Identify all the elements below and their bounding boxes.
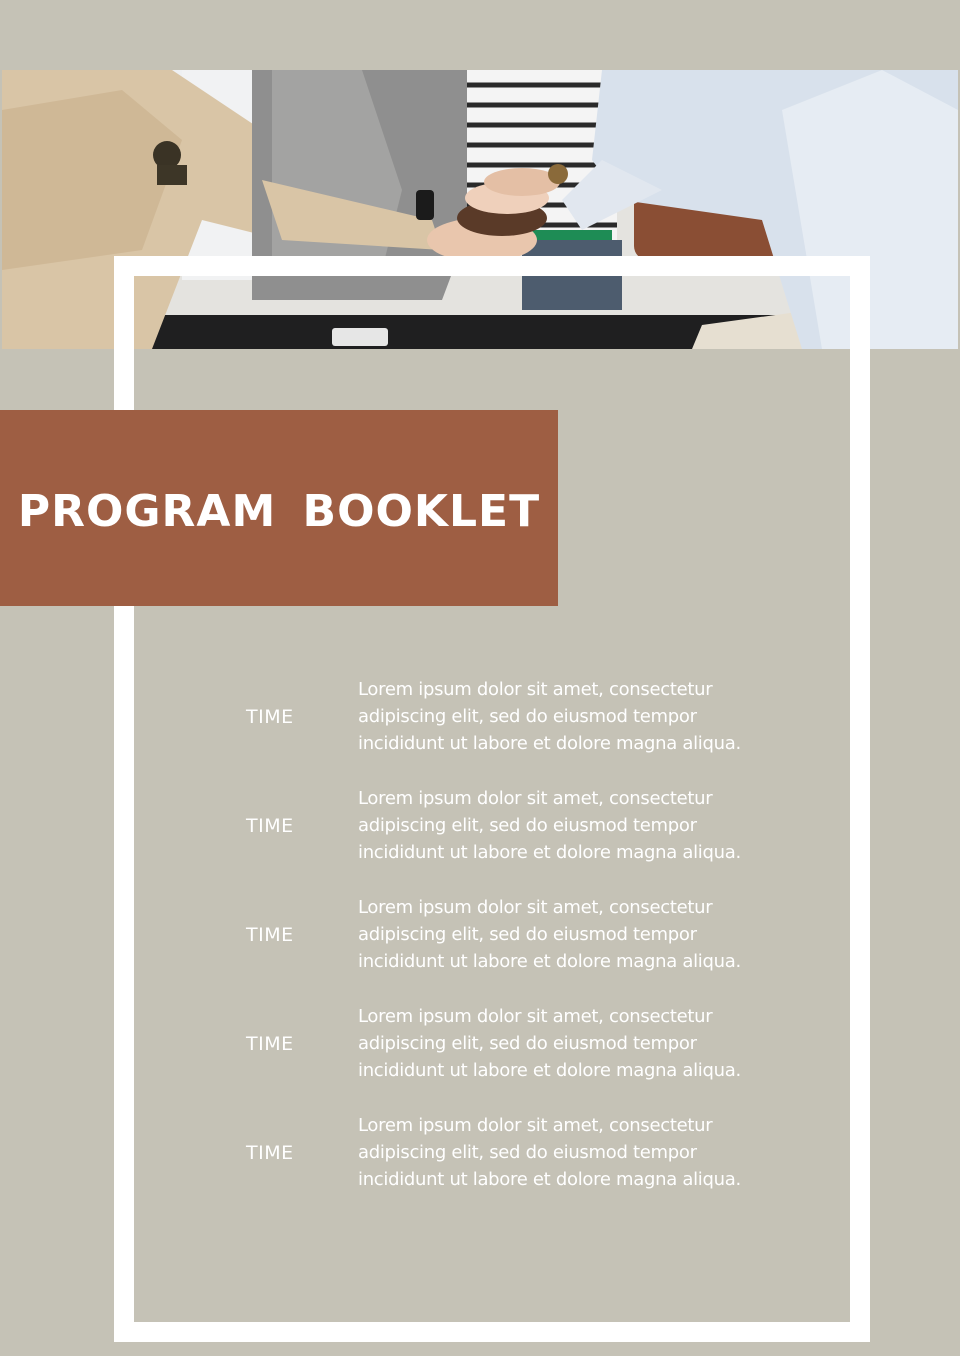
description-line: adipiscing elit, sed do eiusmod tempor: [358, 1033, 697, 1054]
description-line: Lorem ipsum dolor sit amet, consectetur: [358, 1006, 713, 1027]
team-hands-illustration: [2, 70, 958, 349]
description-line: Lorem ipsum dolor sit amet, consectetur: [358, 1115, 713, 1136]
schedule-time: TIME: [246, 814, 294, 837]
description-line: Lorem ipsum dolor sit amet, consectetur: [358, 679, 713, 700]
description-line: adipiscing elit, sed do eiusmod tempor: [358, 924, 697, 945]
title-banner: [0, 410, 558, 606]
schedule-time: TIME: [246, 1141, 294, 1164]
schedule-description: [358, 676, 806, 757]
schedule-time: TIME: [246, 923, 294, 946]
schedule-item: [246, 1003, 806, 1084]
schedule-time: TIME: [246, 1032, 294, 1055]
team-hands-photo: [2, 70, 958, 349]
schedule-description: [358, 894, 806, 975]
description-line: adipiscing elit, sed do eiusmod tempor: [358, 815, 697, 836]
schedule-item: [246, 785, 806, 866]
schedule-description: [358, 1112, 806, 1193]
schedule-list: [246, 676, 806, 1221]
description-line: incididunt ut labore et dolore magna aliqua.: [358, 842, 741, 863]
description-line: adipiscing elit, sed do eiusmod tempor: [358, 706, 697, 727]
page-title: PROGRAM BOOKLET: [17, 485, 541, 537]
schedule-time: TIME: [246, 705, 294, 728]
description-line: incididunt ut labore et dolore magna aliqua.: [358, 733, 741, 754]
schedule-item: [246, 1112, 806, 1193]
schedule-description: [358, 1003, 806, 1084]
schedule-item: [246, 676, 806, 757]
description-line: incididunt ut labore et dolore magna aliqua.: [358, 1060, 741, 1081]
description-line: Lorem ipsum dolor sit amet, consectetur: [358, 897, 713, 918]
description-line: incididunt ut labore et dolore magna aliqua.: [358, 1169, 741, 1190]
description-line: Lorem ipsum dolor sit amet, consectetur: [358, 788, 713, 809]
schedule-description: [358, 785, 806, 866]
schedule-item: [246, 894, 806, 975]
description-line: adipiscing elit, sed do eiusmod tempor: [358, 1142, 697, 1163]
description-line: incididunt ut labore et dolore magna aliqua.: [358, 951, 741, 972]
